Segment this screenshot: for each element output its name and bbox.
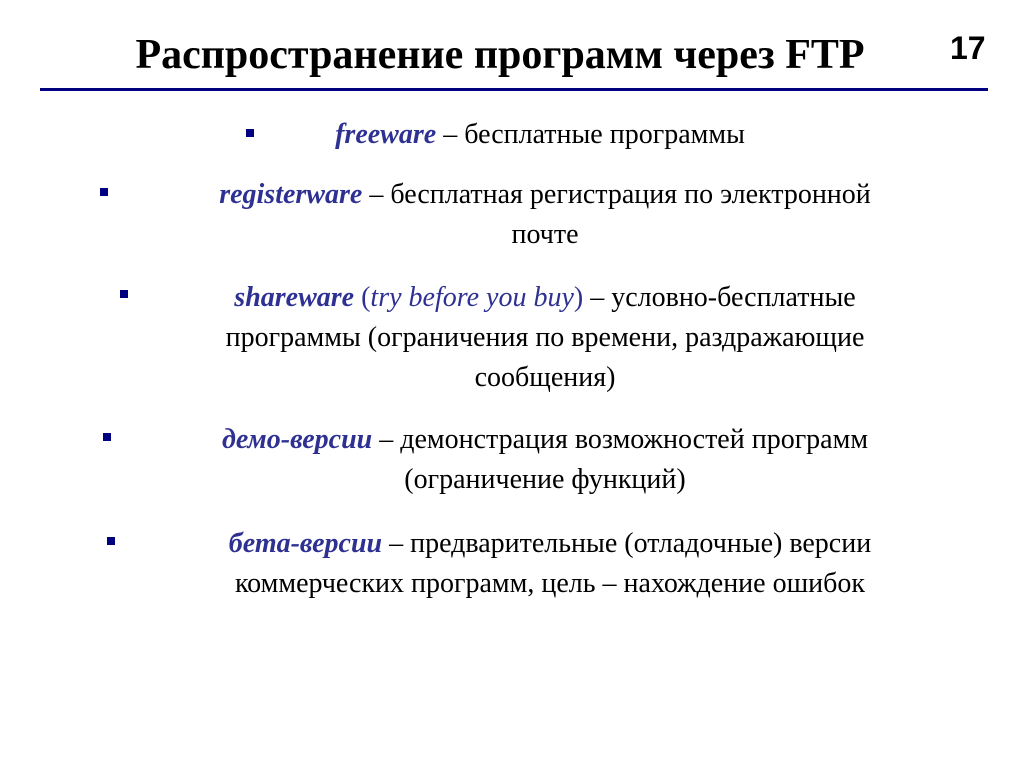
bullet-term: freeware xyxy=(335,119,437,150)
bullet-term: registerware xyxy=(219,179,363,210)
bullet-term: shareware xyxy=(234,282,355,313)
bullet-text: бесплатная регистрация по электронной xyxy=(390,179,871,210)
bullet-dash: – xyxy=(362,179,391,210)
bullet-dash: – xyxy=(436,119,465,150)
bullet-dash: – xyxy=(382,528,411,559)
bullet-note: try before you buy xyxy=(370,282,574,313)
bullet-text: бесплатные программы xyxy=(464,119,745,150)
bullet-dash: – xyxy=(372,424,401,455)
bullet-paren-close: ) xyxy=(573,282,584,313)
bullet-paren-open: ( xyxy=(354,282,371,313)
bullet-line: (ограничение функций) xyxy=(404,464,686,495)
bullet-marker-icon xyxy=(100,188,108,196)
bullet-shareware xyxy=(135,278,955,398)
bullet-line xyxy=(120,420,970,460)
bullet-text: условно-бесплатные xyxy=(611,282,856,313)
bullet-demo-versions xyxy=(120,420,970,500)
bullet-line: программы (ограничения по времени, раздражающие xyxy=(225,322,865,353)
bullet-line xyxy=(125,524,975,564)
bullet-marker-icon xyxy=(246,129,254,137)
bullet-marker-icon xyxy=(120,290,128,298)
bullet-registerware xyxy=(120,175,970,255)
slide-number: 17 xyxy=(950,30,986,66)
bullet-marker-icon xyxy=(103,433,111,441)
bullet-text: демонстрация возможностей программ xyxy=(400,424,869,455)
bullet-marker-icon xyxy=(107,537,115,545)
bullet-text: предварительные (отладочные) версии xyxy=(410,528,872,559)
bullet-line: почте xyxy=(511,219,579,250)
bullet-line: коммерческих программ, цель – нахождение ошибок xyxy=(235,568,865,599)
title-underline xyxy=(40,88,988,91)
bullet-line: сообщения) xyxy=(474,362,616,393)
bullet-beta-versions xyxy=(125,524,975,604)
bullet-freeware xyxy=(260,115,820,155)
bullet-line xyxy=(120,175,970,215)
bullet-term: бета-версии xyxy=(228,528,383,559)
bullet-dash: – xyxy=(583,282,612,313)
slide-title: Распространение программ через FTP xyxy=(135,32,865,78)
bullet-term: демо-версии xyxy=(221,424,373,455)
bullet-line xyxy=(135,278,955,318)
